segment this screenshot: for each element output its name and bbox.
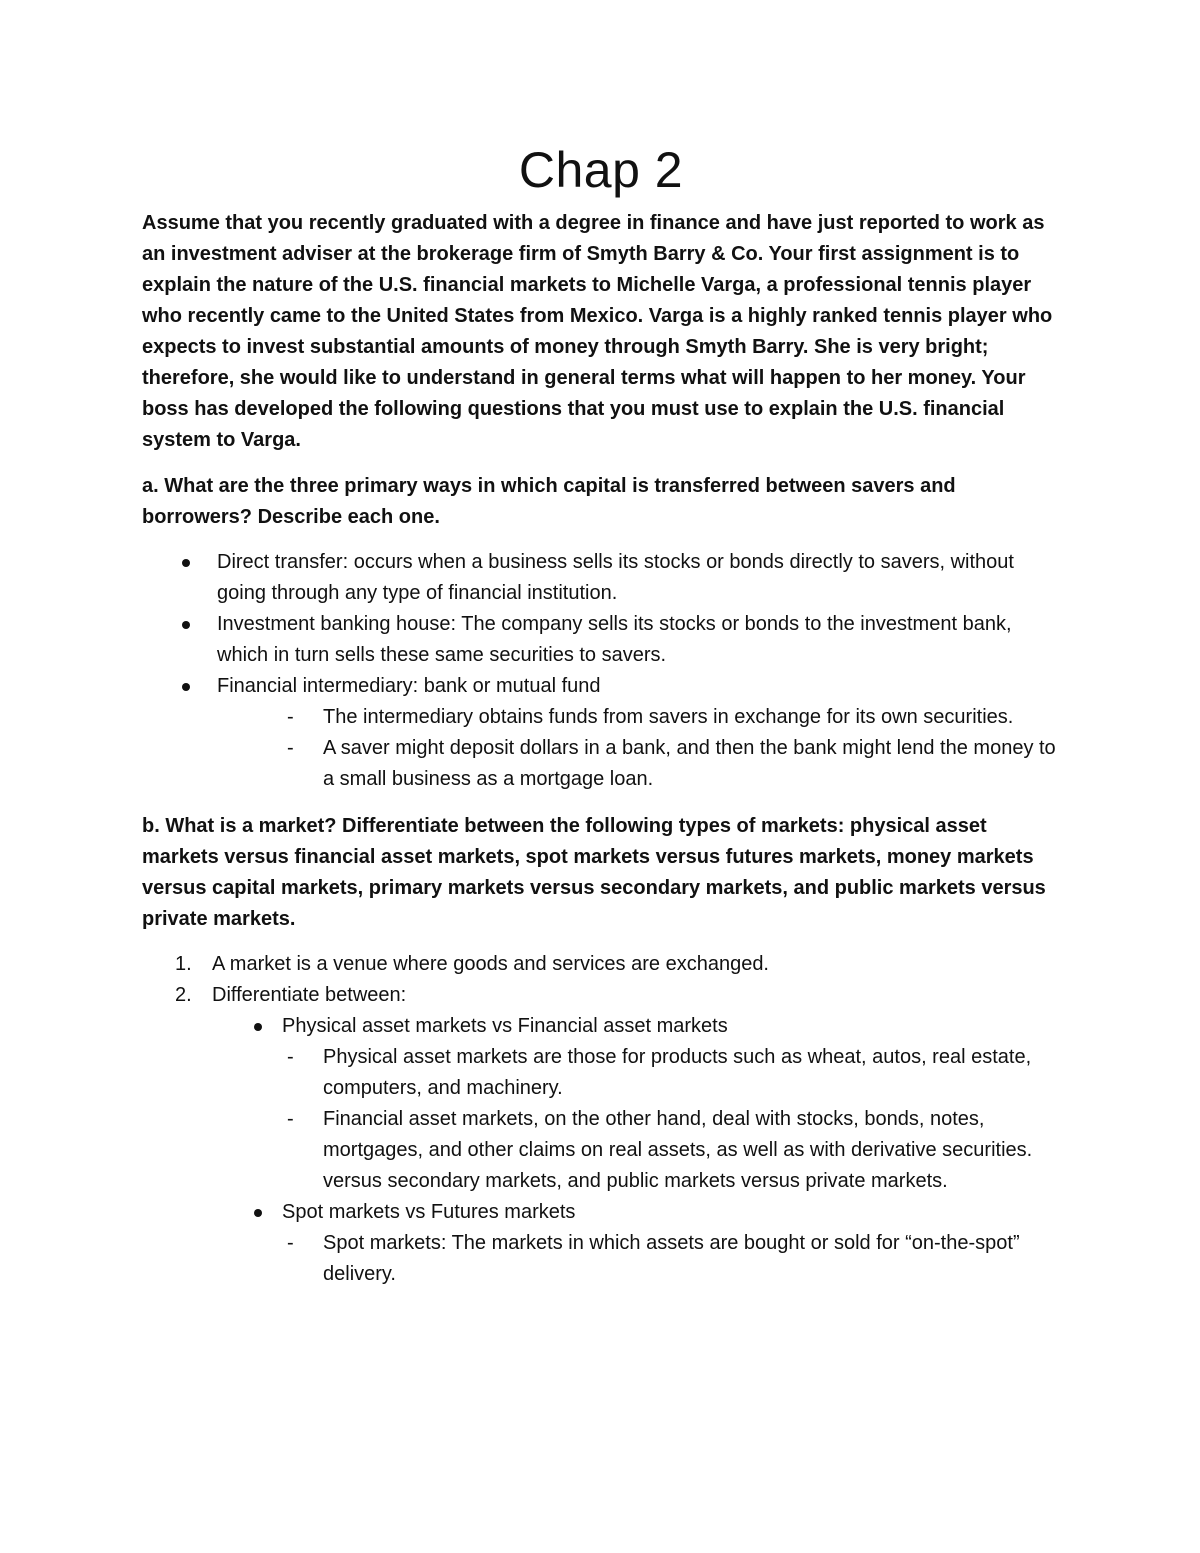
list-item — [142, 609, 1060, 671]
group-heading — [142, 1011, 1060, 1042]
sub-list-item — [142, 733, 1060, 795]
numbered-item-text: A market is a venue where goods and services are exchanged. — [212, 953, 769, 975]
numbered-item — [142, 980, 1060, 1011]
question-a: a. What are the three primary ways in which capital is transferred between savers and borrowers? Describe each one. — [142, 475, 956, 528]
list-item — [142, 547, 1060, 609]
list-item — [142, 671, 1060, 702]
dash-marker: - — [287, 706, 294, 728]
group-point-text: Financial asset markets, on the other hand, deal with stocks, bonds, notes, mortgages, and other claims on real assets, as well as with derivative securities. versus secondary markets, and public markets versus private markets. — [323, 1108, 1033, 1192]
group-point — [142, 1042, 1060, 1104]
group-point-text: Spot markets: The markets in which assets are bought or sold for “on-the-spot” delivery. — [323, 1232, 1020, 1285]
dash-marker: - — [287, 1046, 294, 1068]
question-a-list — [142, 547, 1060, 795]
list-item-text: Investment banking house: The company sells its stocks or bonds to the investment bank, which in turn sells these same securities to savers. — [217, 613, 1012, 666]
intro-paragraph: Assume that you recently graduated with a degree in finance and have just reported to work as an investment adviser at the brokerage firm of Smyth Barry & Co. Your first assignment is to explain the nature of the U.S. financial markets to Michelle Varga, a professional tennis player who recently came to the United States from Mexico. Varga is a highly ranked tennis player who expects to invest substantial amounts of money through Smyth Barry. She is very bright; therefore, she would like to understand in general terms what will happen to her money. Your boss has developed the following questions that you must use to explain the U.S. financial system to Varga. — [142, 212, 1053, 451]
group-heading — [142, 1197, 1060, 1228]
sub-list-item — [142, 702, 1060, 733]
dash-marker: - — [287, 1108, 294, 1130]
sub-list-item-text: The intermediary obtains funds from savers in exchange for its own securities. — [323, 706, 1014, 728]
group-point-text: Physical asset markets are those for products such as wheat, autos, real estate, computers, and machinery. — [323, 1046, 1032, 1099]
numbered-item — [142, 949, 1060, 980]
group-heading-text: Physical asset markets vs Financial asset markets — [282, 1015, 728, 1037]
group-point — [142, 1228, 1060, 1290]
document-title: Chap 2 — [518, 142, 684, 198]
dash-marker: - — [287, 1232, 294, 1254]
group-point — [142, 1104, 1060, 1197]
sub-list-item-text: A saver might deposit dollars in a bank, and then the bank might lend the money to a small business as a mortgage loan. — [323, 737, 1056, 790]
list-item-text: Financial intermediary: bank or mutual fund — [217, 675, 601, 697]
question-b-list — [142, 949, 1060, 1290]
number-marker: 1. — [175, 953, 192, 975]
group-heading-text: Spot markets vs Futures markets — [282, 1201, 576, 1223]
question-b: b. What is a market? Differentiate between the following types of markets: physical asset markets versus financial asset markets, spot markets versus futures markets, money markets versus capital markets, primary markets versus secondary markets, and public markets versus private markets. — [142, 815, 1046, 930]
numbered-item-text: Differentiate between: — [212, 984, 407, 1006]
number-marker: 2. — [175, 984, 192, 1006]
list-item-text: Direct transfer: occurs when a business sells its stocks or bonds directly to savers, without going through any type of financial institution. — [217, 551, 1014, 604]
dash-marker: - — [287, 737, 294, 759]
